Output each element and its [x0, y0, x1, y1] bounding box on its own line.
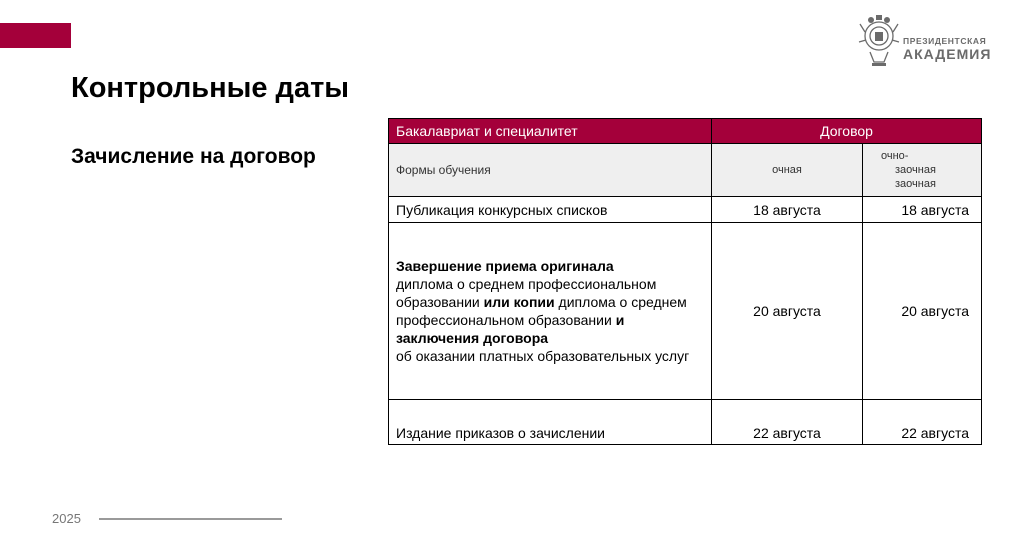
table-row: [389, 223, 982, 400]
study-forms-row: [389, 144, 982, 197]
form-full-time: очная: [712, 144, 863, 197]
header-program-cell: Бакалавриат и специалитет: [389, 119, 712, 144]
form-part-time-line-1: очно-: [881, 150, 909, 162]
header-contract-cell: Договор: [712, 119, 982, 144]
date-full-time: 22 августа: [712, 400, 863, 445]
footer-divider: [99, 518, 282, 520]
form-part-time-line-3: заочная: [895, 178, 936, 190]
row-label-part: или копии: [483, 294, 555, 310]
table-row: [389, 197, 982, 223]
footer-year: 2025: [52, 511, 81, 526]
row-label-part: диплома о среднем профессиональном образовании: [396, 294, 687, 328]
section-subtitle: Зачисление на договор: [71, 145, 316, 168]
date-part-time: 20 августа: [863, 223, 982, 400]
date-part-time: 18 августа: [863, 197, 982, 223]
table-row: [389, 400, 982, 445]
date-full-time: 18 августа: [712, 197, 863, 223]
academy-logo: [858, 12, 992, 68]
row-label-part: и заключения договора: [396, 312, 625, 346]
study-forms-label: Формы обучения: [389, 144, 712, 197]
row-label: Издание приказов о зачислении: [389, 400, 712, 445]
double-headed-eagle-emblem-icon: [858, 12, 900, 68]
date-full-time: 20 августа: [712, 223, 863, 400]
form-part-time: [863, 144, 982, 197]
row-label-part: диплома о среднем профессиональном образовании: [396, 276, 657, 310]
row-label-part: об оказании платных образовательных услуг: [396, 348, 690, 364]
deadlines-table: [388, 118, 982, 445]
logo-line-1: ПРЕЗИДЕНТСКАЯ: [903, 36, 987, 46]
row-label-part: Завершение приема оригинала: [396, 258, 614, 274]
row-label: Публикация конкурсных списков: [389, 197, 712, 223]
page-title: Контрольные даты: [71, 72, 350, 104]
row-label: [389, 223, 712, 400]
form-part-time-line-2: заочная: [895, 164, 936, 176]
date-part-time: 22 августа: [863, 400, 982, 445]
logo-line-2: АКАДЕМИЯ: [903, 46, 992, 62]
table-header-row: [389, 119, 982, 144]
accent-bar: [0, 23, 71, 48]
